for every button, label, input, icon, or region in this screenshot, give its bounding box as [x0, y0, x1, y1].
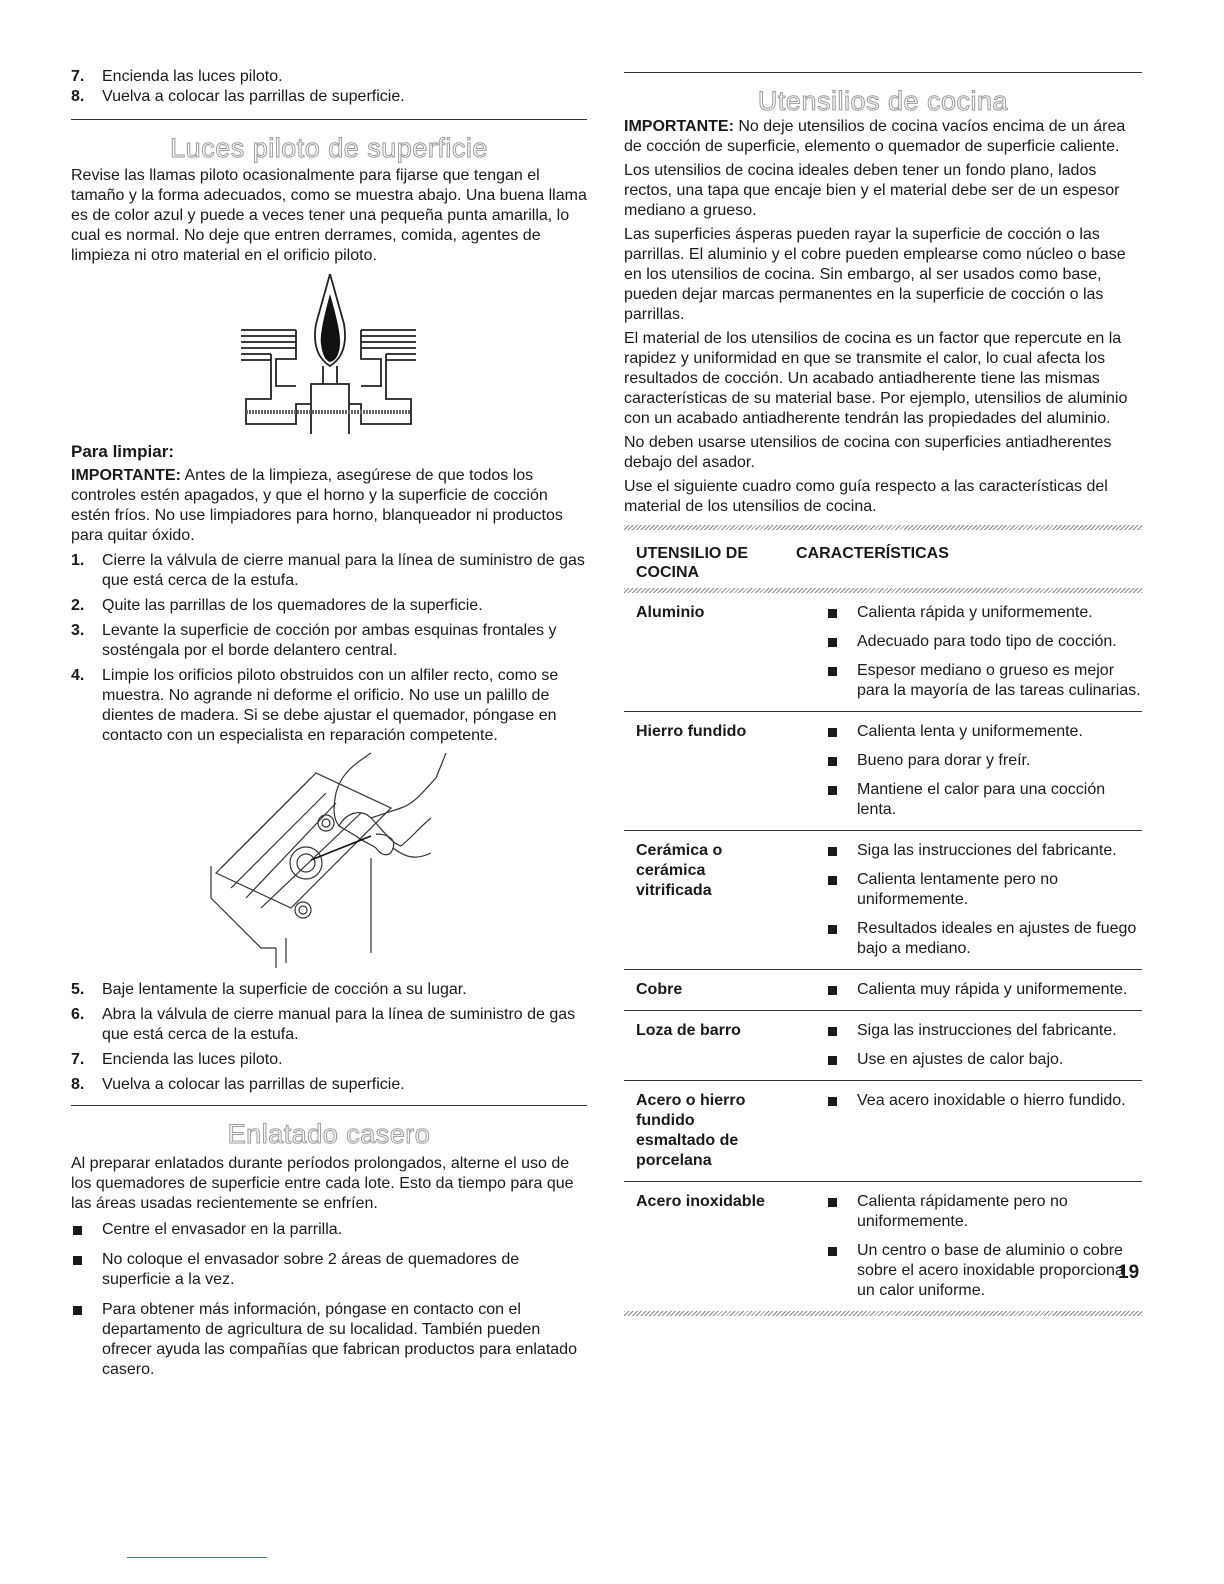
step-item — [71, 621, 587, 661]
step-number: 5. — [71, 981, 85, 998]
table-bottom-border — [624, 1311, 1142, 1316]
material-characteristics — [826, 1091, 1142, 1171]
material-name: Loza de barro — [636, 1022, 741, 1039]
section-divider — [71, 119, 587, 120]
bullet-text: Espesor mediano o grueso es mejor para la mayoría de las tareas culinarias. — [857, 662, 1141, 699]
cookware-paragraph: El material de los utensilios de cocina es un factor que repercute en la rapidez y uniformidad en que se transmite el calor, lo cual afecta los resultados de cocción. Un acabado antiadherente tiene las mismas características de su material base. Por ejemplo, utensilios de aluminio con un acabado antiadherente tendrán las propiedades del aluminio. — [624, 330, 1128, 427]
step-item — [71, 980, 587, 1000]
bullet-text: Resultados ideales en ajustes de fuego bajo a mediano. — [857, 920, 1137, 957]
bullet-text: Calienta rápidamente pero no uniformemente. — [857, 1193, 1068, 1230]
characteristics-list — [826, 1192, 1142, 1301]
canning-intro: Al preparar enlatados durante períodos prolongados, alterne el uso de los quemadores de superficie entre cada lote. Esto da tiempo para que las áreas usadas recientemente se enfríen. — [71, 1155, 574, 1212]
important-label: IMPORTANTE: — [624, 118, 734, 135]
bullet-square-icon — [828, 638, 837, 647]
bullet-square-icon — [828, 1027, 837, 1036]
bullet-item — [71, 1300, 587, 1380]
characteristics-list — [826, 722, 1142, 820]
characteristics-list — [826, 1091, 1142, 1111]
bullet-text: Siga las instrucciones del fabricante. — [857, 1022, 1117, 1039]
step-number: 1. — [71, 552, 85, 569]
important-text: No deje utensilios de cocina vacíos encima de un área de cocción de superficie, elemento o quemador de superficie caliente. — [624, 118, 1126, 155]
bullet-item — [826, 632, 1142, 652]
characteristics-list — [826, 603, 1142, 701]
step-item — [71, 551, 587, 591]
table-row — [624, 1081, 1142, 1182]
step-text: Abra la válvula de cierre manual para la línea de suministro de gas que está cerca de la estufa. — [102, 1006, 576, 1043]
table-row — [624, 831, 1142, 970]
step-item — [71, 1075, 587, 1095]
step-text: Encienda las luces piloto. — [102, 68, 283, 85]
step-text: Vuelva a colocar las parrillas de superficie. — [102, 88, 405, 105]
step-number: 6. — [71, 1006, 85, 1023]
bullet-item — [826, 1192, 1142, 1232]
material-name: Cerámica o cerámica vitrificada — [636, 842, 723, 899]
bullet-item — [826, 1241, 1142, 1301]
step-text: Encienda las luces piloto. — [102, 1051, 283, 1068]
bullet-item — [826, 919, 1142, 959]
step-item — [71, 1005, 587, 1045]
bullet-item — [71, 1220, 587, 1240]
footer-line — [127, 1557, 267, 1558]
bullet-square-icon — [828, 876, 837, 885]
step-text: Cierre la válvula de cierre manual para la línea de suministro de gas que está cerca de la estufa. — [102, 552, 585, 589]
step-item — [71, 666, 587, 746]
step-item — [71, 67, 587, 87]
step-number: 8. — [71, 1076, 85, 1093]
bullet-item — [826, 1021, 1142, 1041]
bullet-square-icon — [73, 1226, 82, 1235]
table-header — [624, 530, 1142, 588]
bullet-text: Calienta lenta y uniformemente. — [857, 723, 1083, 740]
reassemble-steps-list — [71, 980, 587, 1095]
bullet-item — [826, 841, 1142, 861]
step-number: 7. — [71, 1051, 85, 1068]
table-row — [624, 593, 1142, 712]
step-item — [71, 1050, 587, 1070]
bullet-square-icon — [828, 786, 837, 795]
cookware-table — [624, 525, 1142, 1316]
cookware-paragraph: Use el siguiente cuadro como guía respecto a las características del material de los utensilios de cocina. — [624, 478, 1108, 515]
bullet-square-icon — [828, 1056, 837, 1065]
right-column — [624, 0, 1142, 1316]
table-row — [624, 712, 1142, 831]
pilot-intro: Revise las llamas piloto ocasionalmente para fijarse que tengan el tamaño y la forma adecuados, como se muestra abajo. Una buena llama es de color azul y puede a veces tener una pequeña punta amarilla, lo cual es normal. No deje que entren derrames, comida, agentes de limpieza ni otro material en el orificio piloto. — [71, 167, 587, 264]
table-row — [624, 1182, 1142, 1311]
step-text: Vuelva a colocar las parrillas de superficie. — [102, 1076, 405, 1093]
bullet-item — [826, 603, 1142, 623]
material-characteristics — [826, 1192, 1142, 1301]
bullet-item — [826, 722, 1142, 742]
bullet-text: Calienta lentamente pero no uniformemente. — [857, 871, 1059, 908]
bullet-item — [826, 1050, 1142, 1070]
bullet-square-icon — [828, 986, 837, 995]
bullet-text: Centre el envasador en la parrilla. — [102, 1221, 343, 1238]
step-item — [71, 87, 587, 107]
bullet-item — [826, 661, 1142, 701]
pilot-flame-illustration — [71, 274, 587, 434]
bullet-square-icon — [828, 609, 837, 618]
material-characteristics — [826, 603, 1142, 701]
table-body — [624, 593, 1142, 1311]
cookware-paragraph: No deben usarse utensilios de cocina con superficies antiadherentes debajo del asador. — [624, 434, 1112, 471]
material-name: Aluminio — [636, 604, 705, 621]
material-characteristics — [826, 722, 1142, 820]
material-characteristics — [826, 1021, 1142, 1070]
clean-important — [71, 466, 587, 546]
clean-heading: Para limpiar: — [71, 442, 174, 461]
material-characteristics — [826, 841, 1142, 959]
bullet-text: Vea acero inoxidable o hierro fundido. — [857, 1092, 1126, 1109]
bullet-square-icon — [828, 728, 837, 737]
cookware-important — [624, 117, 1142, 157]
cookware-paragraph: Los utensilios de cocina ideales deben tener un fondo plano, lados rectos, una tapa que encaje bien y el material debe ser de un espesor mediano a grueso. — [624, 162, 1120, 219]
bullet-item — [826, 1091, 1142, 1111]
bullet-square-icon — [828, 1247, 837, 1256]
bullet-square-icon — [73, 1256, 82, 1265]
clean-steps-list — [71, 551, 587, 746]
step-number: 8. — [71, 88, 85, 105]
bullet-square-icon — [828, 925, 837, 934]
header-characteristics: CARACTERÍSTICAS — [796, 545, 949, 562]
important-text: Antes de la limpieza, asegúrese de que todos los controles estén apagados, y que el horno y la superficie de cocción estén fríos. No use limpiadores para horno, blanqueador ni productos para quitar óxido. — [71, 467, 563, 544]
cookware-paragraph: Las superficies ásperas pueden rayar la superficie de cocción o las parrillas. El aluminio y el cobre pueden emplearse como núcleo o base en los utensilios de cocina. Sin embargo, al ser usados como base, pueden dejar marcas permanentes en la superficie de cocción o las parrillas. — [624, 226, 1126, 323]
material-characteristics — [826, 980, 1142, 1000]
left-column — [71, 0, 587, 1380]
step-number: 4. — [71, 667, 85, 684]
canning-heading: Enlatado casero — [227, 1119, 431, 1149]
material-name: Acero o hierro fundido esmaltado de porcelana — [636, 1092, 746, 1169]
page-number: 19 — [1118, 1262, 1140, 1283]
bullet-item — [826, 980, 1142, 1000]
cookware-paragraphs — [624, 161, 1142, 517]
material-name: Cobre — [636, 981, 683, 998]
table-row — [624, 970, 1142, 1011]
bullet-text: Use en ajustes de calor bajo. — [857, 1051, 1064, 1068]
bullet-text: Calienta rápida y uniformemente. — [857, 604, 1093, 621]
bullet-item — [826, 751, 1142, 771]
characteristics-list — [826, 841, 1142, 959]
bullet-square-icon — [73, 1306, 82, 1315]
bullet-text: Bueno para dorar y freír. — [857, 752, 1031, 769]
table-row — [624, 1011, 1142, 1081]
step-text: Limpie los orificios piloto obstruidos con un alfiler recto, como se muestra. No agrande ni deforme el orificio. No use un palillo de dientes de madera. Si se debe ajustar el quemador, póngase en contacto con un especialista en reparación competente. — [102, 667, 559, 744]
bullet-square-icon — [828, 1198, 837, 1207]
bullet-square-icon — [828, 667, 837, 676]
bullet-text: Un centro o base de aluminio o cobre sobre el acero inoxidable proporciona un calor uniforme. — [857, 1242, 1124, 1299]
bullet-square-icon — [828, 847, 837, 856]
section-divider — [71, 1105, 587, 1106]
section-divider — [624, 72, 1142, 73]
bullet-text: Para obtener más información, póngase en contacto con el departamento de agricultura de su localidad. También pueden ofrecer ayuda las compañías que fabrican productos para enlatado casero. — [102, 1301, 577, 1378]
bullet-square-icon — [828, 1097, 837, 1106]
important-label: IMPORTANTE: — [71, 467, 181, 484]
canning-bullets — [71, 1220, 587, 1380]
material-name: Acero inoxidable — [636, 1193, 765, 1210]
bullet-text: Siga las instrucciones del fabricante. — [857, 842, 1117, 859]
pin-cleaning-illustration — [71, 748, 587, 978]
step-text: Quite las parrillas de los quemadores de la superficie. — [102, 597, 483, 614]
step-text: Baje lentamente la superficie de cocción a su lugar. — [102, 981, 467, 998]
bullet-item — [71, 1250, 587, 1290]
material-name: Hierro fundido — [636, 723, 747, 740]
bullet-square-icon — [828, 757, 837, 766]
step-number: 7. — [71, 68, 85, 85]
bullet-text: Calienta muy rápida y uniformemente. — [857, 981, 1128, 998]
step-item — [71, 596, 587, 616]
pilot-heading: Luces piloto de superficie — [170, 133, 488, 163]
characteristics-list — [826, 980, 1142, 1000]
bullet-item — [826, 780, 1142, 820]
cookware-heading: Utensilios de cocina — [757, 86, 1009, 116]
header-cookware: UTENSILIO DE COCINA — [636, 545, 749, 581]
step-number: 3. — [71, 622, 85, 639]
bullet-text: Adecuado para todo tipo de cocción. — [857, 633, 1117, 650]
bullet-text: No coloque el envasador sobre 2 áreas de quemadores de superficie a la vez. — [102, 1251, 520, 1288]
bullet-text: Mantiene el calor para una cocción lenta. — [857, 781, 1106, 818]
step-text: Levante la superficie de cocción por ambas esquinas frontales y sosténgala por el borde delantero central. — [102, 622, 557, 659]
bullet-item — [826, 870, 1142, 910]
top-steps-list — [71, 67, 587, 107]
step-number: 2. — [71, 597, 85, 614]
characteristics-list — [826, 1021, 1142, 1070]
